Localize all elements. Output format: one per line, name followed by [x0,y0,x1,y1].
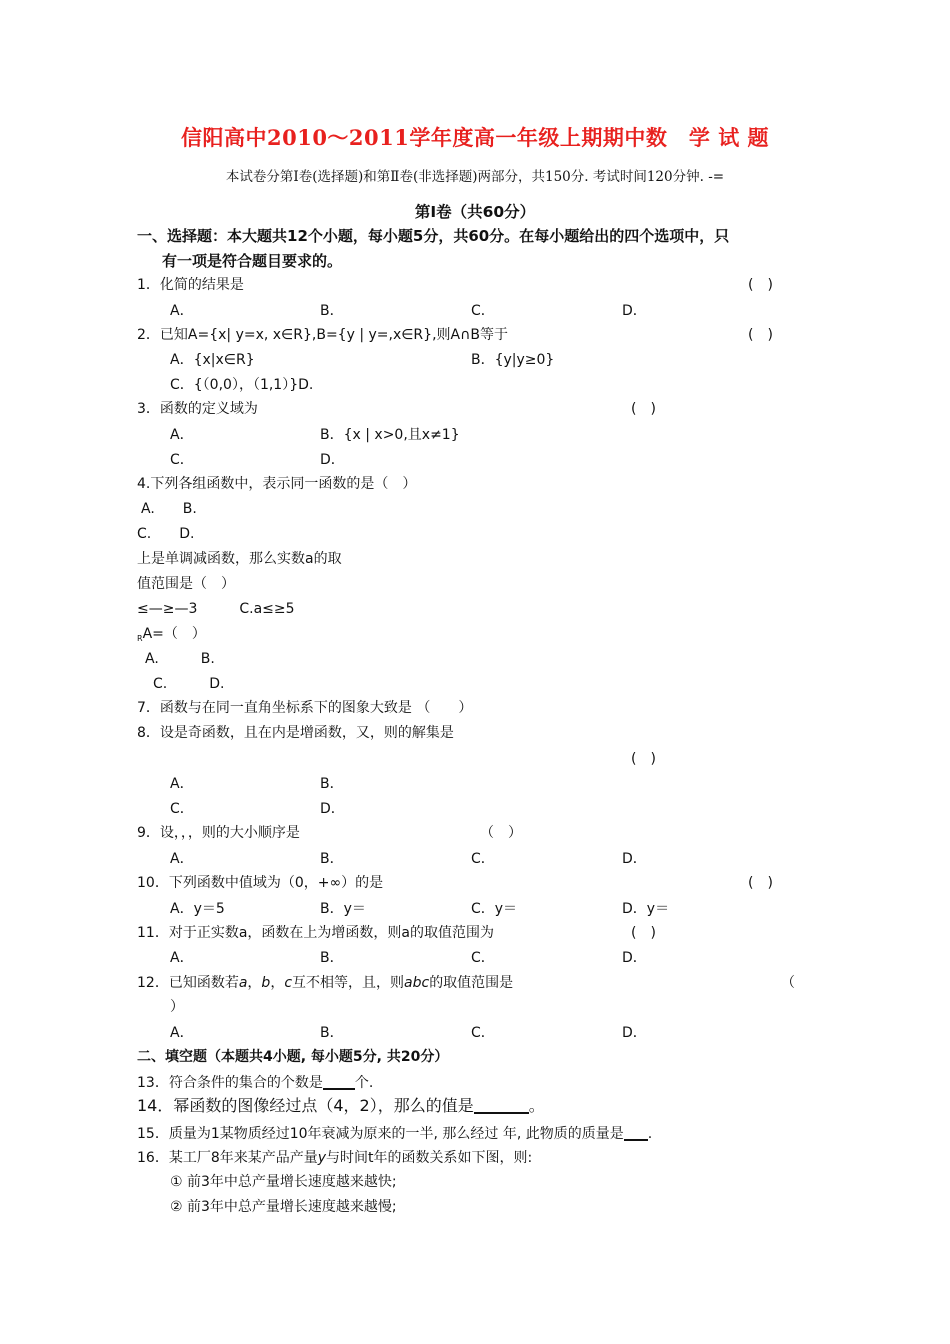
option-b: B． [320,851,344,867]
answer-bracket: ( ) [748,277,773,293]
option-a: A． [170,851,194,867]
exam-intro: 本试卷分第Ⅰ卷(选择题)和第Ⅱ卷(非选择题)两部分，共150分. 考试时间120分钟. -= [225,169,725,185]
option-d: D． [622,1025,647,1041]
statement-2: ② 前3年中总产量增长速度越来越慢; [170,1199,397,1215]
question-15-text-end: . [647,1126,653,1142]
option-ab: A. B. [145,651,215,667]
option-c: C．y＝ [471,901,518,917]
question-13-text: 13．符合条件的集合的个数是 [137,1075,323,1091]
option-c: C． [471,950,495,966]
question-13-text-end: 个. [354,1075,374,1091]
option-cd: C. D. [153,676,225,692]
question-16-text: 16．某工厂8年来某产品产量 [137,1150,318,1166]
question-6-text: A=（ ） [142,626,206,642]
question-16-text-end: 与时间t年的函数关系如下图，则: [326,1150,533,1166]
answer-bracket: ( ) [631,751,656,767]
statement-1: ① 前3年中总产量增长速度越来越快; [170,1174,397,1190]
question-11: 11．对于正实数a，函数在上为增函数，则a的取值范围为 [137,925,494,941]
section-one-heading-cont: 有一项是符合题目要求的。 [162,252,343,270]
question-15 [137,1124,652,1143]
option-d: D． [622,303,647,319]
question-6 [137,625,206,648]
answer-bracket: ( ) [631,925,656,941]
option-d: D．y＝ [622,901,670,917]
question-14-text-end: 。 [528,1096,545,1115]
option-a: A． [170,1025,194,1041]
option-b: B． [320,303,344,319]
variable-y: y [317,1150,327,1166]
answer-blank [624,1124,648,1141]
question-12-text-mid: 互不相等，且，则 [292,975,405,991]
option-b: B． [320,950,344,966]
question-12 [137,974,513,992]
question-14-text: 14．幂函数的图像经过点（4，2），那么的值是 [137,1096,474,1115]
variable-abc: abc [404,975,430,991]
option-c: C． [170,801,194,817]
answer-bracket-open: （ [781,975,795,991]
question-12-text-end: 的取值范围是 [429,975,514,991]
variable-a: a [238,975,248,991]
question-14 [137,1097,545,1115]
question-16 [137,1149,532,1167]
question-15-text: 15．质量为1某物质经过10年衰减为原来的一半, 那么经过 年, 此物质的质量是 [137,1126,624,1142]
option-b: B．y＝ [320,901,366,917]
question-5-options: ≤—≥—3 C.a≤≥5 [137,601,295,617]
question-1: 1．化简的结果是 [137,277,244,293]
section-one-heading: 一、选择题：本大题共12个小题，每小题5分，共60分。在每小题给出的四个选项中，只 [137,227,730,245]
option-cd: C．{（0,0），（1,1）}D. [170,377,314,393]
option-c: C． [471,851,495,867]
answer-bracket: ( ) [631,401,656,417]
section-two-heading: 二、填空题（本题共4小题, 每小题5分, 共20分） [137,1049,449,1065]
option-a: A． [170,776,194,792]
question-12-text: 12．已知函数若 [137,975,239,991]
answer-blank [323,1073,355,1090]
option-b: B． [320,776,344,792]
question-5-line1: 上是单调减函数，那么实数a的取 [137,551,342,567]
question-13 [137,1073,373,1092]
separator: ， [247,975,262,991]
complement-subscript: R [137,634,143,643]
option-b: B．{x | x>0,且x≠1} [320,427,460,443]
option-a: A．{x|x∈R} [170,352,255,368]
option-b: B． [320,1025,344,1041]
option-d: D． [320,801,345,817]
variable-c: c [284,975,293,991]
option-cd: C. D. [137,526,195,542]
part-one-heading: 第Ⅰ卷（共60分） [414,203,536,221]
question-4: 4.下列各组函数中，表示同一函数的是（ ） [137,476,417,492]
variable-b: b [261,975,271,991]
option-ab: A. B. [141,501,197,517]
option-b: B．{y|y≥0} [471,352,555,368]
question-3: 3．函数的定义域为 [137,401,258,417]
question-9: 9．设，，，则的大小顺序是 [137,825,300,841]
option-a: A． [170,303,194,319]
question-5-line2: 值范围是（ ） [137,576,235,592]
option-c: C． [471,1025,495,1041]
option-a: A．y＝5 [170,901,225,917]
question-10: 10．下列函数中值域为（0，+∞）的是 [137,875,384,891]
question-7: 7．函数与在同一直角坐标系下的图象大致是 （ ） [137,700,473,716]
question-2: 2．已知A={x| y=x, x∈R},B={y | y=,x∈R},则A∩B等于 [137,327,508,343]
answer-blank [474,1097,529,1114]
option-d: D． [320,452,345,468]
question-8: 8．设是奇函数，且在内是增函数，又，则的解集是 [137,725,454,741]
option-c: C． [471,303,495,319]
option-c: C． [170,452,194,468]
separator: ， [270,975,285,991]
answer-bracket-close: ） [170,999,184,1015]
exam-title: 信阳高中2010～2011学年度高一年级上期期中数 学 试 题 [180,125,769,150]
option-d: D． [622,950,647,966]
answer-bracket: ( ) [748,327,773,343]
answer-bracket: ( ) [748,875,773,891]
option-a: A． [170,950,194,966]
option-d: D． [622,851,647,867]
answer-bracket: （ ） [480,825,522,841]
option-a: A． [170,427,194,443]
